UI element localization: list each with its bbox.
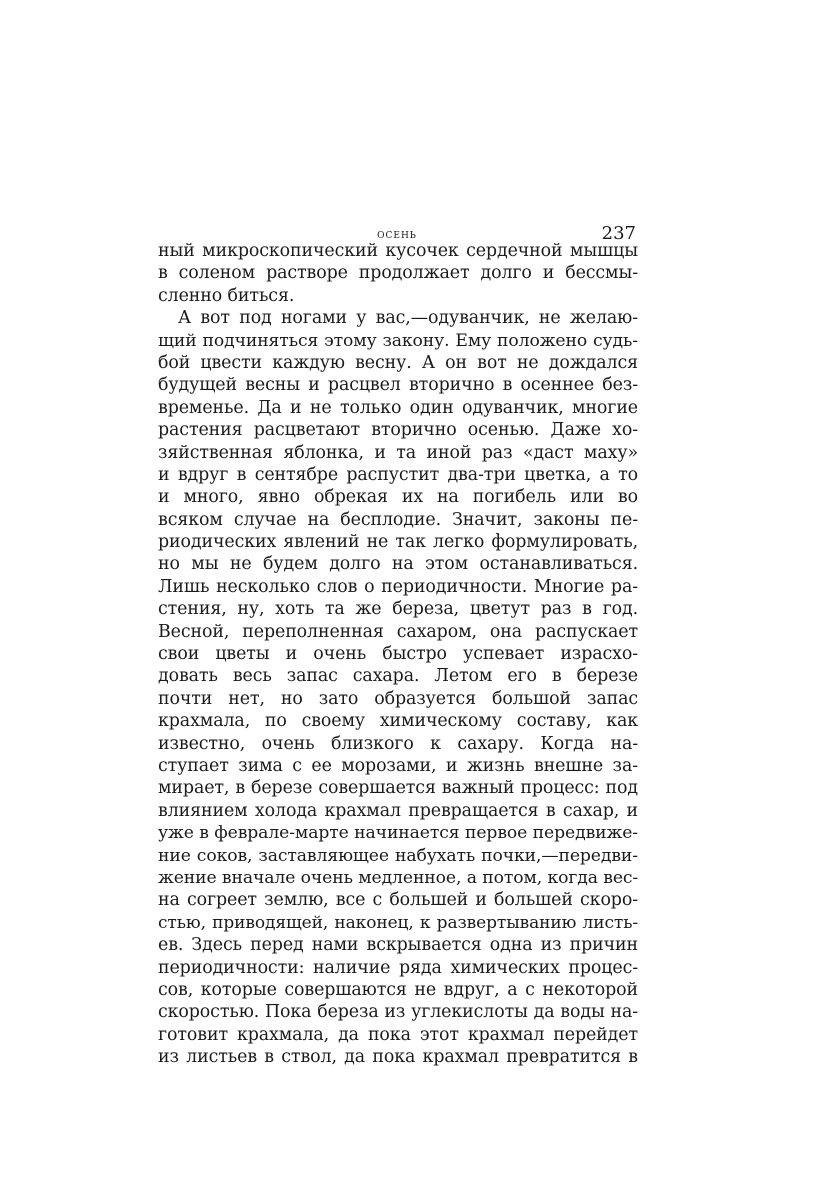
text-line: ступает зима с ее морозами, и жизнь внешне за-: [158, 755, 638, 776]
text-line: всяком случае на бесплодие. Значит, законы пе-: [158, 509, 638, 530]
page-number: 237: [601, 223, 636, 244]
text-line: риодических явлений не так легко формулировать,: [158, 532, 638, 553]
text-line: А вот под ногами у вас,—одуванчик, не желаю-: [178, 308, 638, 329]
text-line: бой цвести каждую весну. А он вот не дождался: [158, 352, 638, 373]
text-line: мирает, в березе совершается важный процесс: под: [158, 778, 638, 799]
text-line: стения, ну, хоть та же береза, цветут раз в год.: [158, 599, 638, 620]
text-line: ный микроскопический кусочек сердечной мышцы: [158, 241, 638, 261]
text-line: растения расцветают вторично осенью. Даже хо-: [158, 420, 638, 441]
text-line: влиянием холода крахмал превращается в сахар, и: [158, 800, 638, 821]
text-line: почти нет, но зато образуется большой запас: [158, 688, 638, 709]
running-title: осень: [377, 227, 417, 242]
text-line: зяйственная яблонка, и та иной раз «даст маху»: [158, 442, 638, 463]
text-line: из листьев в ствол, да пока крахмал превратится в: [158, 1047, 638, 1068]
text-line: но мы не будем долго на этом останавливаться.: [158, 554, 638, 575]
text-line: будущей весны и расцвел вторично в осеннее без-: [158, 375, 638, 396]
text-line: скоростью. Пока береза из углекислоты да воды на-: [158, 1002, 638, 1023]
text-line: сов, которые совершаются не вдруг, а с некоторой: [158, 979, 638, 1000]
body-text: [158, 240, 638, 1068]
text-line: ние соков, заставляющее набухать почки,—передви-: [158, 845, 638, 866]
text-line: и вдруг в сентябре распустит два-три цветка, а то: [158, 464, 638, 485]
text-line: Весной, переполненная сахаром, она распускает: [158, 621, 638, 642]
text-line: довать весь запас сахара. Летом его в березе: [158, 666, 638, 687]
text-line: щий подчиняться этому закону. Ему положено судь-: [158, 330, 638, 351]
text-line: периодичности: наличие ряда химических процес-: [158, 957, 638, 978]
text-line: и много, явно обрекая их на погибель или во: [158, 487, 638, 508]
text-line: крахмала, по своему химическому составу, как: [158, 711, 638, 732]
text-line: ев. Здесь перед нами вскрывается одна из причин: [158, 935, 638, 956]
text-line: жение вначале очень медленное, а потом, когда вес-: [158, 867, 639, 888]
text-line: готовит крахмала, да пока этот крахмал перейдет: [158, 1024, 638, 1045]
text-line: в соленом растворе продолжает долго и бессмы-: [158, 263, 638, 284]
text-line: временье. Да и не только один одуванчик, многие: [158, 397, 638, 418]
text-line: стью, приводящей, наконец, к развертыванию листь-: [158, 912, 638, 933]
text-line: свои цветы и очень быстро успевает израсхо-: [158, 644, 638, 665]
text-line: уже в феврале-марте начинается первое передвиже-: [158, 823, 638, 844]
text-line: известно, очень близкого к сахару. Когда на-: [158, 733, 638, 754]
text-line: сленно биться.: [158, 285, 295, 306]
text-line: на согреет землю, все с большей и большей скоро-: [158, 890, 638, 911]
text-line: Лишь несколько слов о периодичности. Многие ра-: [158, 576, 638, 597]
